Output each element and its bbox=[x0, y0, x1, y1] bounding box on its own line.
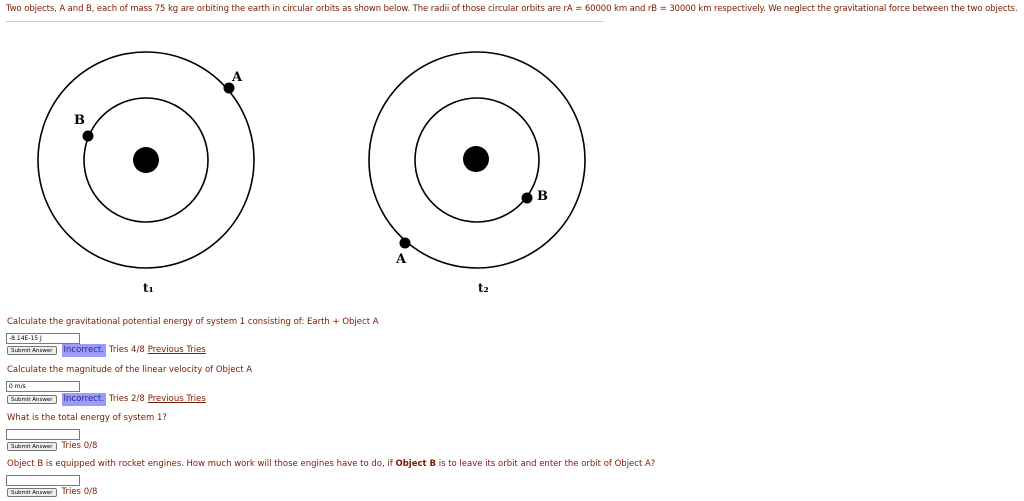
question-2-previous-tries-link[interactable]: Previous Tries bbox=[147, 394, 206, 404]
question-2-submit-button[interactable]: Submit Answer bbox=[7, 395, 57, 404]
question-3-status-row bbox=[7, 439, 100, 453]
question-1-incorrect-badge: Incorrect. bbox=[63, 344, 104, 355]
question-3-tries: Tries 0/8 bbox=[61, 441, 98, 451]
object-b bbox=[522, 193, 533, 204]
question-3-submit-button[interactable]: Submit Answer bbox=[7, 442, 57, 451]
time-label-t1: t₁ bbox=[143, 281, 154, 295]
diagram-t1 bbox=[38, 52, 254, 295]
label-b: B bbox=[537, 189, 548, 204]
diagram-t2 bbox=[369, 52, 585, 295]
question-1-prompt: Calculate the gravitational potential energy of system 1 consisting of: Earth + Object A bbox=[7, 317, 379, 327]
object-b bbox=[83, 131, 94, 142]
question-4-submit-button[interactable]: Submit Answer bbox=[7, 488, 57, 497]
earth bbox=[463, 146, 489, 172]
question-2-prompt: Calculate the magnitude of the linear velocity of Object A bbox=[7, 365, 253, 375]
object-a bbox=[400, 238, 411, 249]
orbit-diagram bbox=[0, 30, 620, 305]
question-4-prompt bbox=[7, 459, 655, 469]
earth bbox=[133, 147, 159, 173]
question-1-tries: Tries 4/8 bbox=[108, 345, 145, 355]
question-4-status-row bbox=[7, 485, 100, 499]
time-label-t2: t₂ bbox=[478, 281, 489, 295]
divider bbox=[6, 21, 604, 22]
question-2-incorrect-badge: Incorrect. bbox=[63, 393, 104, 404]
question-4-prompt-bold: Object B bbox=[395, 459, 436, 469]
question-1-submit-button[interactable]: Submit Answer bbox=[7, 346, 57, 355]
label-a: A bbox=[396, 252, 407, 267]
question-2-tries: Tries 2/8 bbox=[108, 394, 145, 404]
label-b: B bbox=[74, 113, 85, 128]
label-a: A bbox=[232, 70, 243, 85]
question-4-prompt-end: is to leave its orbit and enter the orbit of Object A? bbox=[438, 459, 656, 469]
question-4-tries: Tries 0/8 bbox=[61, 487, 98, 497]
question-4-prompt-start: Object B is equipped with rocket engines. How much work will those engines have to do, if bbox=[7, 459, 393, 469]
question-2-answer-input[interactable] bbox=[6, 381, 80, 392]
question-1-previous-tries-link[interactable]: Previous Tries bbox=[147, 345, 206, 355]
question-2-status-row bbox=[7, 392, 206, 406]
problem-statement: Two objects, A and B, each of mass 75 kg are orbiting the earth in circular orbits as shown below. The radii of those circular orbits are rA = 60000 km and rB = 30000 km respectively. We neglect the gravitational force between the two objects. bbox=[6, 4, 1018, 14]
question-3-prompt: What is the total energy of system 1? bbox=[7, 413, 167, 423]
question-1-status-row bbox=[7, 343, 206, 357]
